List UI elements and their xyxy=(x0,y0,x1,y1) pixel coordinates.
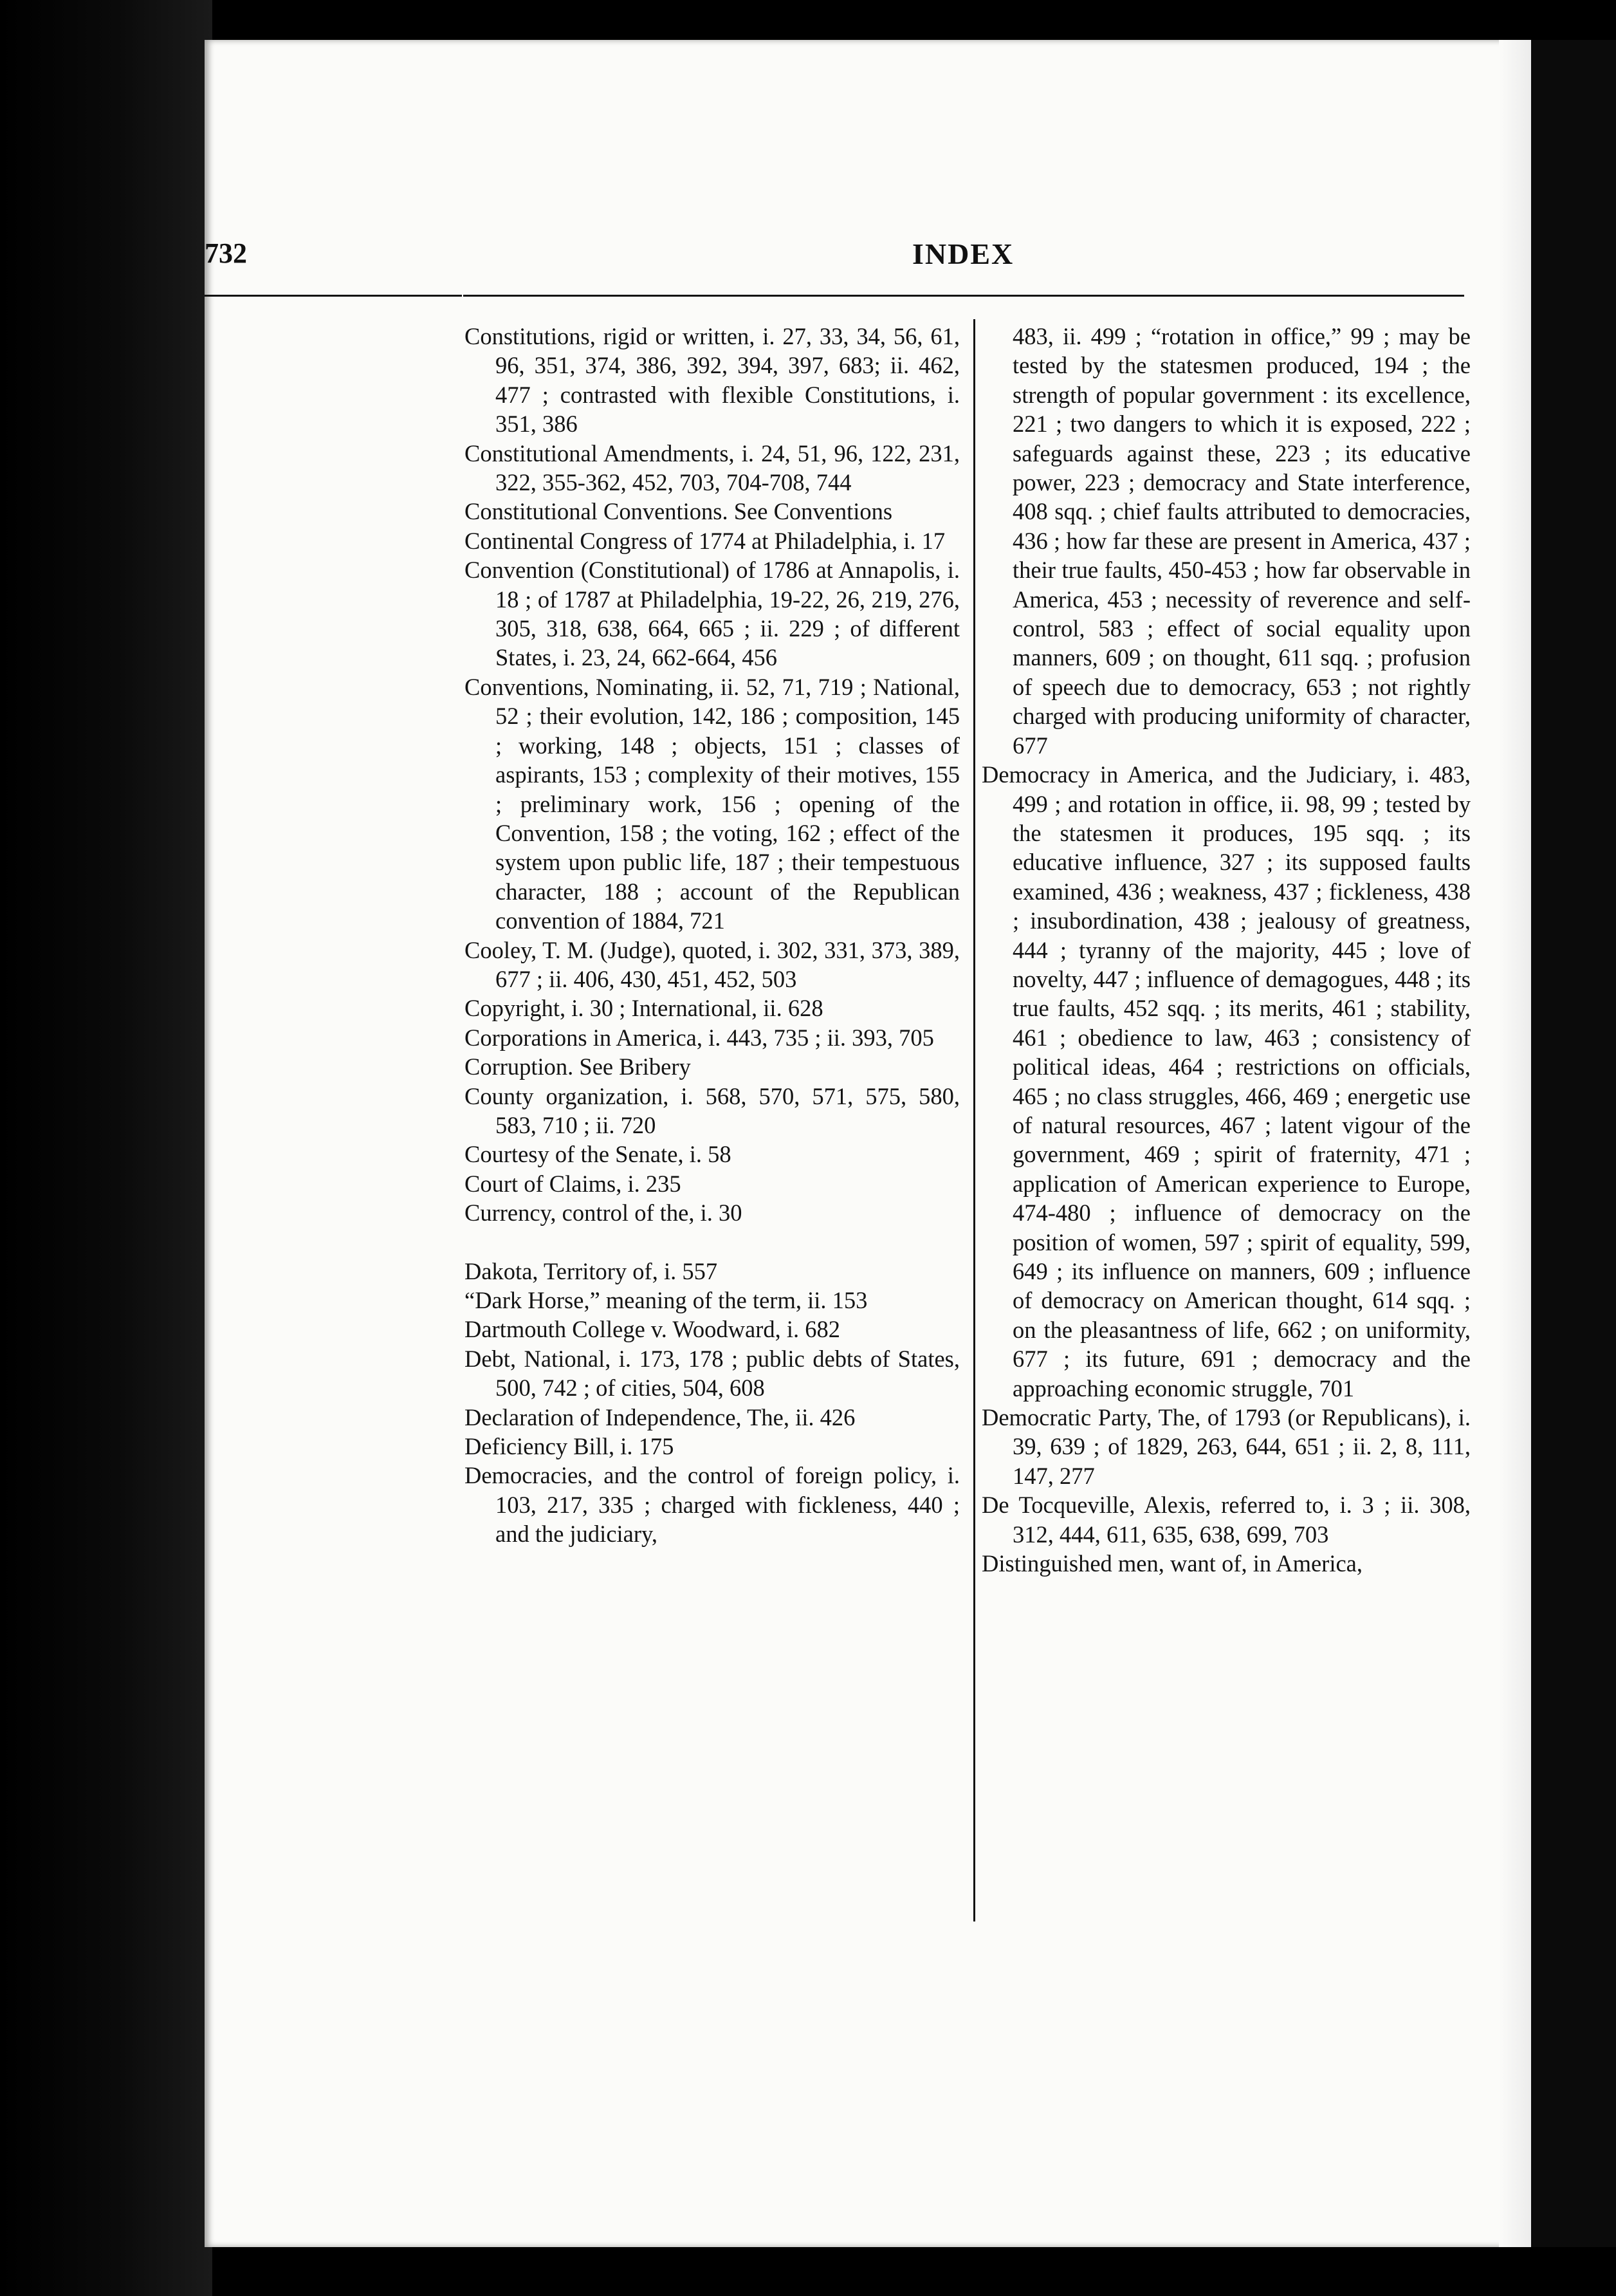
index-entry: Copyright, i. 30 ; International, ii. 628 xyxy=(464,995,823,1022)
index-entry: Convention (Constitutional) of 1786 at Annapolis, i. 18 ; of 1787 at Philadelphia, 19-22, 26, 219, 276, 305, 318, 638, 664, 665 ; ii. 229 ; of different States, i. 23, 24, 662-664, 456 xyxy=(464,557,960,671)
column-divider xyxy=(973,319,975,1921)
index-entry: “Dark Horse,” meaning of the term, ii. 153 xyxy=(464,1287,868,1313)
index-entry: Declaration of Independence, The, ii. 426 xyxy=(464,1403,856,1430)
scan-dark-right xyxy=(1531,40,1616,2247)
index-entry: Distinguished men, want of, in America, xyxy=(982,1550,1363,1577)
index-entry: Dakota, Territory of, i. 557 xyxy=(464,1257,718,1284)
index-entry: County organization, i. 568, 570, 571, 575, 580, 583, 710 ; ii. 720 xyxy=(464,1082,960,1138)
page-number: 732 xyxy=(205,237,247,269)
index-entry-continued: 483, ii. 499 ; “rotation in office,” 99 ; may be tested by the statesmen produced, 194 ; the strength of popular government : its excellence, 221 ; two dangers to which it is exposed, 222 ; safeguards against these, 223 ; its educative power, 223 ; democracy and State interference, 408 sqq. ; chief faults attributed to democracies, 436 ; how far these are present in America, 437 ; their true faults, 450-453 ; how far observable in America, 453 ; necessity of reverence and self-control, 583 ; effect of social equality upon manners, 609 ; on thought, 611 sqq. ; profusion of speech due to democracy, 653 ; not rightly charged with producing uniformity of character, 677 xyxy=(1013,323,1471,759)
index-entry: Currency, control of the, i. 30 xyxy=(464,1199,742,1227)
index-entry: Conventions, Nominating, ii. 52, 71, 719 ; National, 52 ; their evolution, 142, 186 ; composition, 145 ; working, 148 ; objects, 151 ; classes of aspirants, 153 ; complexity of their motives, 155 ; preliminary work, 156 ; opening of the Convention, 158 ; the voting, 162 ; effect of the system upon public life, 187 ; their tempestuous character, 188 ; account of the Republican convention of 1884, 721 xyxy=(464,673,960,934)
index-entry: Constitutions, rigid or written, i. 27, 33, 34, 56, 61, 96, 351, 374, 386, 392, 394, 397, 683; ii. 462, 477 ; contrasted with flexible Constitutions, i. 351, 386 xyxy=(464,323,960,438)
index-entry: Corruption. See Bribery xyxy=(464,1053,691,1080)
index-entry: Court of Claims, i. 235 xyxy=(464,1170,681,1197)
index-entry: Constitutional Conventions. See Conventions xyxy=(464,498,893,525)
index-entry: De Tocqueville, Alexis, referred to, i. 3 ; ii. 308, 312, 444, 611, 635, 638, 699, 703 xyxy=(982,1492,1471,1548)
index-entry: Continental Congress of 1774 at Philadelphia, i. 17 xyxy=(464,527,946,554)
scan-dark-margin xyxy=(0,0,212,2296)
running-title: INDEX xyxy=(912,237,1015,270)
index-entry: Constitutional Amendments, i. 24, 51, 96, 122, 231, 322, 355-362, 452, 703, 704-708, 744 xyxy=(464,440,960,496)
index-entry: Corporations in America, i. 443, 735 ; ii. 393, 705 xyxy=(464,1024,934,1051)
index-entry: Democracy in America, and the Judiciary, i. 483, 499 ; and rotation in office, ii. 98, 99 ; tested by the statesmen it produces, 195 sqq. ; its educative influence, 327 ; its supposed faults examined, 436 ; weakness, 437 ; fickleness, 438 ; insubordination, 438 ; jealousy of greatness, 444 ; tyranny of the majority, 445 ; love of novelty, 447 ; influence of demagogues, 448 ; its true faults, 452 sqq. ; its merits, 461 ; stability, 461 ; obedience to law, 463 ; consistency of political ideas, 464 ; restrictions on officials, 465 ; no class struggles, 466, 469 ; energetic use of natural resources, 467 ; latent vigour of the government, 469 ; spirit of fraternity, 471 ; application of American experience to Europe, 474-480 ; influence of democracy on the position of women, 597 ; spirit of equality, 599, 649 ; its influence on manners, 609 ; influence of democracy on American thought, 614 sqq. ; on the pleasantness of life, 662 ; on uniformity, 677 ; its future, 691 ; democracy and the approaching economic struggle, 701 xyxy=(982,761,1471,1402)
index-entry: Cooley, T. M. (Judge), quoted, i. 302, 331, 373, 389, 677 ; ii. 406, 430, 451, 452, 503 xyxy=(464,936,960,992)
index-column-left xyxy=(464,322,960,1549)
header-rule-left xyxy=(205,295,462,297)
index-entry: Democracies, and the control of foreign policy, i. 103, 217, 335 ; charged with fickleness, 440 ; and the judiciary, xyxy=(464,1462,960,1548)
index-entry: Dartmouth College v. Woodward, i. 682 xyxy=(464,1316,841,1343)
header-rule xyxy=(463,295,1464,297)
index-entry: Democratic Party, The, of 1793 (or Republicans), i. 39, 639 ; of 1829, 263, 644, 651 ; ii. 2, 8, 111, 147, 277 xyxy=(982,1404,1471,1489)
index-column-right xyxy=(982,322,1471,1578)
index-entry: Debt, National, i. 173, 178 ; public debts of States, 500, 742 ; of cities, 504, 608 xyxy=(464,1345,960,1402)
index-entry: Deficiency Bill, i. 175 xyxy=(464,1433,674,1460)
index-entry: Courtesy of the Senate, i. 58 xyxy=(464,1141,731,1168)
